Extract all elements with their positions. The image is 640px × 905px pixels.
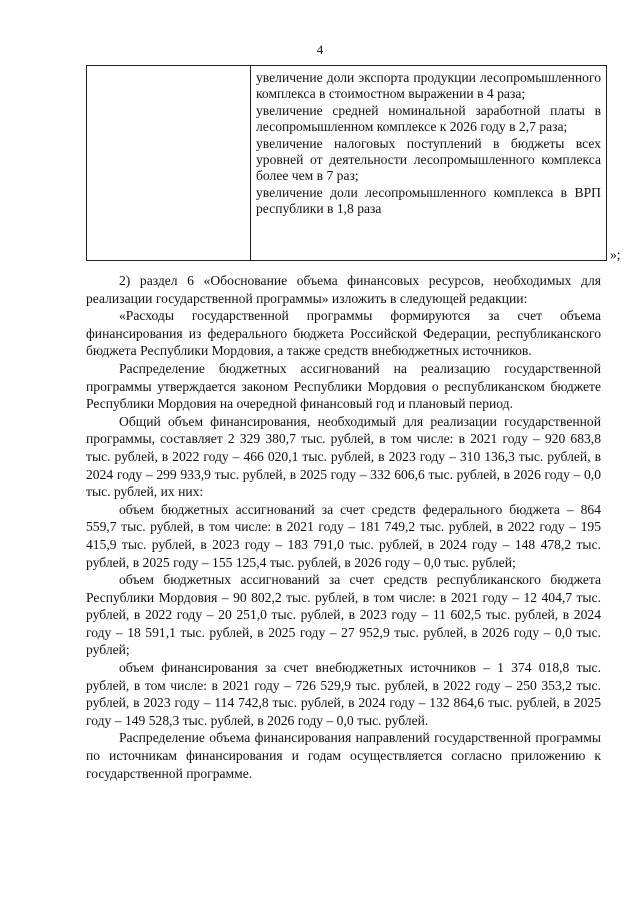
page-number: 4 [316, 42, 324, 57]
paragraph: объем бюджетных ассигнований за счет средств республиканского бюджета Республики Мордовия – 90 802,2 тыс. рублей, в том числе: в 2021 году – 12 404,7 тыс. рублей, в 2022 году – 20 251,0 тыс. рублей, в 2023 году – 11 602,5 тыс. рублей, в 2024 году – 18 591,1 тыс. рублей, в 2025 году – 27 952,9 тыс. рублей, в 2026 году – 0,0 тыс. рублей; [86, 572, 601, 658]
goals-table [86, 65, 607, 261]
table-cell-line: увеличение доли экспорта продукции лесопромышленного комплекса в стоимостном выражении в 4 раза; [256, 70, 601, 102]
paragraph: Распределение бюджетных ассигнований на реализацию государственной программы утверждается законом Республики Мордовия о республиканском бюджете Республики Мордовия на очередной финансовый год и плановый период. [86, 360, 601, 412]
paragraph: «Расходы государственной программы формируются за счет объема финансирования из федерального бюджета Российской Федерации, республиканского бюджета Республики Мордовия, а также средств внебюджетных источников. [86, 308, 601, 359]
table-column-divider [250, 66, 251, 260]
paragraph: объем финансирования за счет внебюджетных источников – 1 374 018,8 тыс. рублей, в том числе: в 2021 году – 726 529,9 тыс. рублей, в 2022 году – 250 353,2 тыс. рублей, в 2023 году – 114 742,8 тыс. рублей, в 2024 году – 132 864,6 тыс. рублей, в 2025 году – 149 528,3 тыс. рублей, в 2026 году – 0,0 тыс. рублей. [86, 660, 601, 728]
quote-close: »; [610, 247, 621, 262]
paragraph: Распределение объема финансирования направлений государственной программы по источникам финансирования и годам осуществляется согласно приложению к государственной программе. [86, 730, 601, 781]
table-right-cell [256, 70, 601, 218]
table-cell-line: увеличение доли лесопромышленного комплекса в ВРП республики в 1,8 раза [256, 184, 601, 217]
paragraph: объем бюджетных ассигнований за счет средств федерального бюджета – 864 559,7 тыс. рублей, в том числе: в 2021 году – 181 749,2 тыс. рублей, в 2022 году – 195 415,9 тыс. рублей, в 2023 году – 183 791,0 тыс. рублей, в 2024 году – 148 478,2 тыс. рублей, в 2025 году – 155 125,4 тыс. рублей, в 2026 году – 0,0 тыс. рублей; [86, 501, 601, 570]
paragraph: Общий объем финансирования, необходимый для реализации государственной программы, составляет 2 329 380,7 тыс. рублей, в том числе: в 2021 году – 920 683,8 тыс. рублей, в 2022 году – 466 020,1 тыс. рублей, в 2023 году – 310 136,3 тыс. рублей, в 2024 году – 299 933,9 тыс. рублей, в 2025 году – 332 606,6 тыс. рублей, в 2026 году – 0,0 тыс. рублей, их них: [86, 413, 601, 500]
paragraph: 2) раздел 6 «Обоснование объема финансовых ресурсов, необходимых для реализации государственной программы» изложить в следующей редакции: [86, 273, 601, 306]
table-cell-line: увеличение налоговых поступлений в бюджеты всех уровней от деятельности лесопромышленного комплекса более чем в 7 раз; [256, 135, 601, 184]
document-body [86, 272, 601, 782]
table-cell-line: увеличение средней номинальной заработной платы в лесопромышленном комплексе к 2026 году в 2,7 раза; [256, 102, 601, 135]
